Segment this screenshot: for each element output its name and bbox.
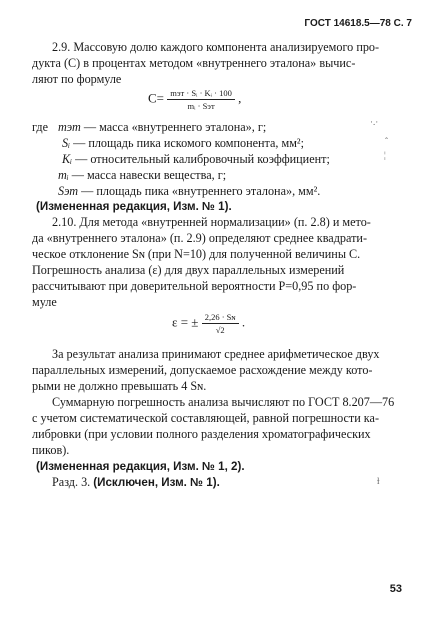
para-2-9-line3: ляют по формуле xyxy=(32,72,122,86)
formula-error-denominator: √2 xyxy=(215,325,225,335)
revision-note-2: (Измененная редакция, Изм. № 1, 2). xyxy=(36,460,245,473)
def-m-et: mэт — масса «внутреннего эталона», г; xyxy=(58,120,267,134)
formula-mass-fraction xyxy=(148,88,241,111)
formula-denominator: mᵢ · Sэт xyxy=(187,101,215,111)
def-k-i: Kᵢ — относительный калибровочный коэффициент; xyxy=(62,152,330,166)
para-result-line1: За результат анализа принимают среднее арифметическое двух xyxy=(52,347,380,361)
para-2-9-line1: 2.9. Массовую долю каждого компонента анализируемого про- xyxy=(52,40,380,54)
scan-mark: ˆ xyxy=(385,136,388,146)
section-3-note xyxy=(52,475,220,491)
def-m-i: mᵢ — масса навески вещества, г; xyxy=(58,168,227,182)
para-2-10-line1: 2.10. Для метода «внутренней нормализации» (п. 2.8) и мето- xyxy=(52,215,371,229)
formula-error xyxy=(172,312,245,335)
para-2-10-line2: да «внутреннего эталона» (п. 2.9) определяют среднее квадрати- xyxy=(32,231,368,245)
revision-note-1: (Измененная редакция, Изм. № 1). xyxy=(36,200,232,213)
para-result-line2: параллельных измерений, допускаемое расхождение между кото- xyxy=(32,363,373,377)
page-header: ГОСТ 14618.5—78 С. 7 xyxy=(304,18,412,29)
formula-error-fraction xyxy=(202,312,239,335)
formula-error-lhs: ε = ± xyxy=(172,314,199,330)
para-total-error-line3: либровки (при условии полного разделения хроматографических xyxy=(32,427,371,441)
scan-mark: ɫ xyxy=(377,476,380,486)
section-3-label: Разд. 3. xyxy=(52,475,91,489)
formula-error-numerator: 2,26 · Sɴ xyxy=(202,312,239,324)
para-2-10-line6: муле xyxy=(32,295,57,309)
def-s-et: Sэт — площадь пика «внутреннего эталона», мм². xyxy=(58,184,321,198)
scan-mark: ¦ xyxy=(384,150,386,160)
page-number: 53 xyxy=(389,583,402,595)
formula-error-tail: . xyxy=(241,314,246,330)
formula-lhs: C= xyxy=(148,90,165,106)
scan-mark: ·.· xyxy=(370,117,379,127)
where-label: где xyxy=(32,120,49,134)
para-result-line3: рыми не должно превышать 4 Sɴ. xyxy=(32,379,207,393)
section-3-status: (Исключен, Изм. № 1). xyxy=(93,476,220,489)
formula-tail: , xyxy=(238,90,242,106)
para-total-error-line1: Суммарную погрешность анализа вычисляют по ГОСТ 8.207—76 xyxy=(52,395,395,409)
para-2-10-line5: рассчитывают при доверительной вероятности P=0,95 по фор- xyxy=(32,279,357,293)
para-2-9-line2: дукта (C) в процентах методом «внутреннего эталона» вычис- xyxy=(32,56,356,70)
para-2-10-line3: ческое отклонение Sɴ (при N=10) для полученной величины C. xyxy=(32,247,361,261)
formula-numerator: mэт · Sᵢ · Kᵢ · 100 xyxy=(167,88,235,100)
formula-fraction xyxy=(167,88,235,111)
para-total-error-line4: пиков). xyxy=(32,443,70,457)
para-total-error-line2: с учетом систематической составляющей, равной погрешности ка- xyxy=(32,411,380,425)
para-2-10-line4: Погрешность анализа (ε) для двух параллельных измерений xyxy=(32,263,345,277)
def-s-i: Sᵢ — площадь пика искомого компонента, мм²; xyxy=(62,136,304,150)
